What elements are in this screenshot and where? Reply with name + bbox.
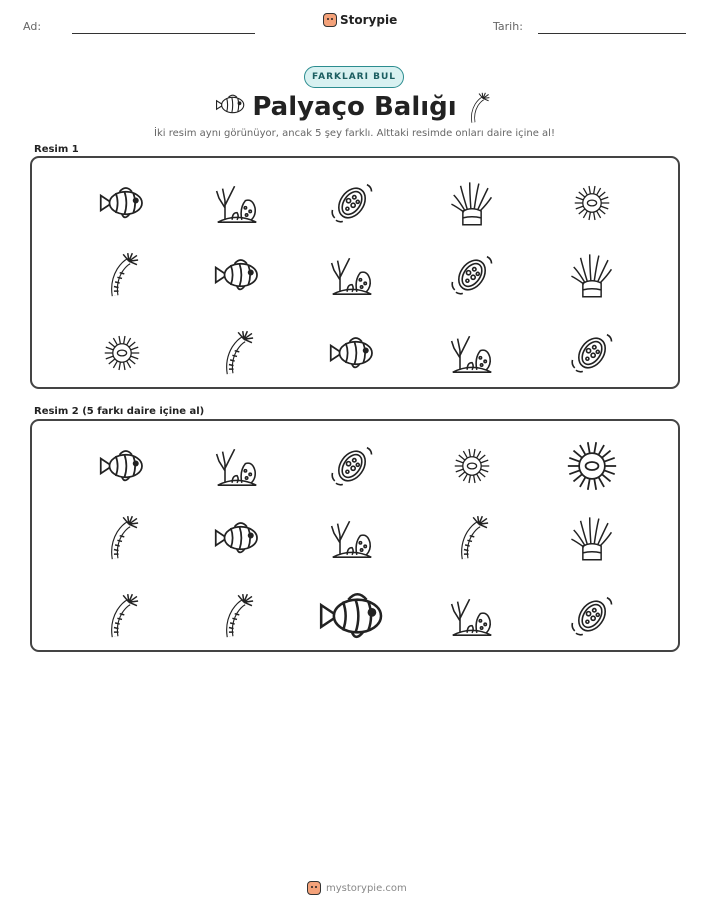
footer <box>307 881 407 895</box>
footer-url: mystorypie.com <box>326 882 407 894</box>
sun-anemone-icon[interactable] <box>562 178 622 228</box>
activity-badge: FARKLARI BUL <box>304 66 404 88</box>
tube-worm-icon[interactable] <box>207 328 267 378</box>
storypie-logo-icon <box>307 881 321 895</box>
picture-1-label: Resim 1 <box>34 144 79 155</box>
date-label: Tarih: <box>493 20 523 33</box>
clownfish-icon[interactable] <box>322 328 382 378</box>
sea-sponge-icon[interactable] <box>322 178 382 228</box>
clownfish-icon[interactable] <box>309 580 396 653</box>
tube-worm-icon[interactable] <box>207 591 267 641</box>
sun-anemone-icon[interactable] <box>550 431 634 501</box>
page-title: Palyaço Balığı <box>252 92 457 122</box>
coral-icon[interactable] <box>442 328 502 378</box>
sea-sponge-icon[interactable] <box>562 328 622 378</box>
picture-1-panel[interactable] <box>30 156 680 389</box>
sea-sponge-icon[interactable] <box>562 591 622 641</box>
picture-2-label: Resim 2 (5 farkı daire içine al) <box>34 406 205 417</box>
tube-worm-title-icon <box>466 92 492 128</box>
clownfish-icon[interactable] <box>92 441 152 491</box>
tube-worm-icon[interactable] <box>92 250 152 300</box>
name-field[interactable] <box>72 33 255 34</box>
sun-anemone-icon[interactable] <box>442 441 502 491</box>
brand-name: Storypie <box>340 13 398 27</box>
sea-sponge-icon[interactable] <box>322 441 382 491</box>
sea-sponge-icon[interactable] <box>442 250 502 300</box>
name-label: Ad: <box>23 20 42 33</box>
clownfish-icon[interactable] <box>207 250 267 300</box>
coral-icon[interactable] <box>207 178 267 228</box>
sea-anemone-icon[interactable] <box>562 513 622 563</box>
tube-worm-icon[interactable] <box>442 513 502 563</box>
sun-anemone-icon[interactable] <box>92 328 152 378</box>
brand-logo <box>323 13 397 27</box>
clownfish-icon[interactable] <box>207 513 267 563</box>
sea-anemone-icon[interactable] <box>442 178 502 228</box>
coral-icon[interactable] <box>322 250 382 300</box>
coral-icon[interactable] <box>322 513 382 563</box>
sea-anemone-icon[interactable] <box>562 250 622 300</box>
clownfish-icon[interactable] <box>92 178 152 228</box>
picture-2-panel[interactable] <box>30 419 680 652</box>
tube-worm-icon[interactable] <box>92 591 152 641</box>
coral-icon[interactable] <box>207 441 267 491</box>
coral-icon[interactable] <box>442 591 502 641</box>
tube-worm-icon[interactable] <box>92 513 152 563</box>
storypie-logo-icon <box>323 13 337 27</box>
instructions: İki resim aynı görünüyor, ancak 5 şey farklı. Alttaki resimde onları daire içine al! <box>154 128 555 139</box>
date-field[interactable] <box>538 33 686 34</box>
